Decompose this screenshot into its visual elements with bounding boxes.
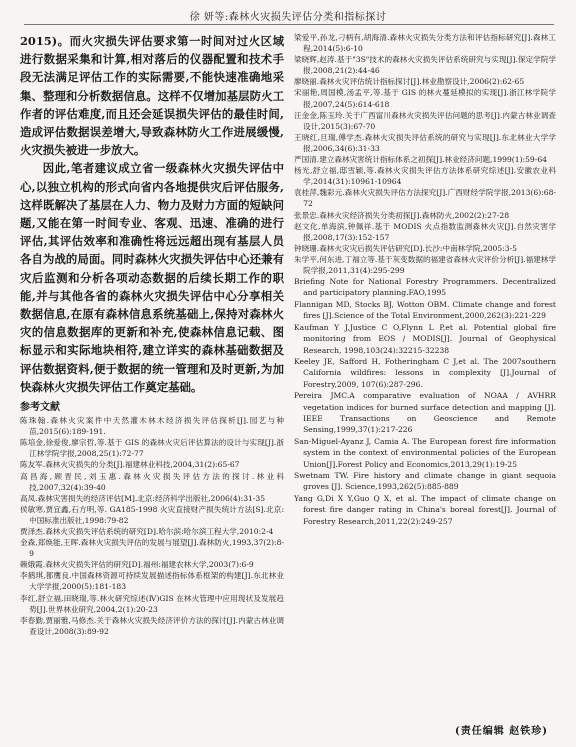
reference-item: 侯敏寒,贾宜鑫,石方明,等. GA185-1998 火灾直接财产损失统计方法[S].北京:中国标准出版社,1998:79-82 [20,504,284,525]
body-paragraph: 2015)。而火灾损失评估要求第一时间对过火区域进行数据采集和计算,相对落后的仪器配置和技术手段无法满足评估工作的实际需要,不能快速准确地采集、整理和分析数据信息。这样不仅增加基层防火工作者的评估难度,而且还会延误损失评估的最佳时间,造成评估数据误差增大,导致森林防火工作进展缓慢,火灾损失被进一步放大。 [20,34,284,158]
reference-item: 袁桂萍,魏彩元.森林火灾损失评估方法探究[J].广西财经学院学报,2013(6):68-72 [294,188,556,209]
reference-item: 陈珠翰.森林火灾案件中天然灌木林木经济损失评估探析[J].园艺与种苗,2015(6):189-191. [20,416,284,437]
reference-item: 金森,郑焕能,王晖.森林火灾损失评估的发展与展望[J].森林防火,1993,37(2):8-9 [20,538,284,559]
reference-item: 王晓红,旦瑞,傅学杰.森林火灾损失评估系统的研究与实现[J].东北林业大学学报,2006,34(6):31-33 [294,132,556,153]
reference-item-en: Swetnam TW. Fire history and climate change in giant sequoia groves [J]. Science,1993,262(5):885-889 [294,470,556,492]
reference-item-en: Pereira JMC.A comparative evaluation of NOAA / AVHRR vegetation indices for burned surface detection and mapping [J]. IEEE Transactions on Geoscience and Remote Sensing,1999,37(1):217-226 [294,391,556,435]
reference-item-en: Flannigan MD, Stocks BJ, Wotton OBM. Climate change and forest fires [J].Science of the Total Environment,2000,262(3):221-229 [294,299,556,321]
references-heading: 参考文献 [20,402,60,414]
reference-item: 朱学平,何东进,丁福立等.基于灰变数据的福建省森林火灾评价分析[J].福建林学院学报,2011,31(4):295-299 [294,254,556,275]
body-paragraph: 因此,笔者建议成立省一级森林火灾损失评估中心,以独立机构的形式向省内各地提供灾后评估服务,这样既解决了基层在人力、物力及财力方面的短缺问题,又能在第一时间专业、客观、迅速、准确的进行评估,其评估效率和准确性将远远超出现有基层人员各自为战的局面。同时森林火灾损失评估中心还兼有灾后监测和分析各项动态数据的后续长期工作的职能,并与其他各省的森林火灾损失评估中心分享相关数据信息,在原有森林信息系统基础上,保持对森林火灾的信息数据库的更新和补充,使森林信息记载、图标显示和实际地块相符,建立详实的森林基础数据及评估数据资料,便于数据的统一管理和及时更新,为加快森林火灾损失评估工作奠定基础。 [20,161,284,394]
reference-item: 严国清.建立森林灾害统计指标体系之初探[J].林业经济问题,1999(1):59-64 [294,155,547,165]
reference-item: 赖娥霞.森林火灾损失评估的研究[D].福州:福建农林大学,2003(7):6-9 [20,560,254,570]
reference-item-en: Keeley JE, Safford H, Fotheringham C J,et al. The 2007southern California wildfires: lessons in complexity [J].Journal of Forestry,2009, 107(6):287-296. [294,356,556,389]
reference-item: 高昌海,顾晋民,刘玉惠.森林火灾损失评估方法的探讨.林业科技,2007,32(4):39-40 [20,471,284,492]
reference-item: 赵文化,单海滨,钟佩祥.基于 MODIS 火点指数监测森林火灾[J].自然灾害学报,2008,17(3):152-157 [294,221,556,242]
reference-item: 高凤.森林灾害损失的经济评估[M].北京:经济科学出版社,2006(4):31-35 [20,493,266,503]
right-column [294,32,556,527]
reference-item: 贾泽杰.森林火灾损失评估系统的研究[D].哈尔滨:哈尔滨工程大学,2010:2-4 [20,527,274,536]
reference-item-en: San-Miguel-Ayanz J, Camia A. The European forest fire information system in the context of environmental policies of the European Union[J].Forest Policy and Economics,2013,29(1):19-25 [294,436,556,469]
editor-credit: (责任编辑 赵铁珍) [455,726,548,737]
reference-item: 陈友军.森林火灾损失的分类[J].福建林业科技,2004,31(2):65-67 [20,460,240,470]
reference-item: 汪金金,陈玉玲.关于广西富川森林火灾损失评估问题的思考[J].内蒙古林业调查设计,2015(3):67-70 [294,110,556,131]
reference-item-en: Kaufman Y J,Justice C O,Flynn L P,et al. Potential global fire monitoring from EOS / MODIS[J]. Journal of Geophysical Research, 1998,103(24):32215-32238 [294,322,556,355]
reference-item: 李红,舒立福,田晓瑞,等.林火研究综述(Ⅳ)GIS 在林火管理中应用现状及发展趋势[J].世界林业研究,2004,2(1):20-23 [20,593,284,614]
reference-item-en: Briefing Note for National Forestry Programmers. Decentralized and participatory planning.FAO,1995 [294,277,556,298]
reference-item: 李春勤,贾丽雅,马修杰.关于森林火灾损失经济评价方法的探讨[J].内蒙古林业调查设计,2008(3):89-92 [20,615,284,636]
header-rule [24,24,554,25]
running-header: 徐 妍等:森林火灾损失评估分类和指标探讨 [189,12,387,23]
reference-item: 钟晓珊.森林火灾灾后损失评估研究[D].长沙:中南林学院,2005:3-5 [294,243,517,253]
reference-item: 宋丽艳,周国模,汤孟平,等.基于 GIS 的林火蔓延模拟的实现[J].浙江林学院学报,2007,24(5):614-618 [294,88,556,109]
reference-item: 陈培金,徐爱俊,廖宗哲,等.基于 GIS 的森林火灾后评估算法的设计与实现[J].浙江林学院学报,2008,25(1):72-77 [20,438,284,459]
reference-item: 李鹤琪,都鹰良.中国森林资源可持续发展描述指标体系框架的构建[J].东北林业大学学报,2000(5):181-183 [20,571,284,592]
left-column [20,32,284,637]
reference-item: 廖晓丽.森林火灾评估统计指标探讨[J].林业勘察设计,2006(2):62-65 [294,77,525,87]
reference-item: 张景忠.森林火灾经济损失分类初探[J].森林防火,2002(2):27-28 [294,210,510,220]
reference-item: 梁爱平,孙龙,刁柄有,胡海清.森林火灾损失分类方法和评估指标研究[J].森林工程,2014(5):6-10 [294,33,556,54]
reference-item: 梁晓辉,赵涛.基于"3S"技术的森林火灾损失评估系统研究与实现[J].保定学院学报,2008,21(2):44-46 [294,55,556,76]
reference-item-en: Yang G,Di X Y,Guo Q X, et al. The impact of climate change on forest fire danger rating in China's boreal forest[J]. Journal of Forestry Research,2011,22(2):249-257 [294,493,556,526]
reference-item: 杨光,舒立福,邸雪颖,等.森林火灾损失评估方法体系研究综述[J].安徽农业科学,2014(31):10961-10964 [294,166,556,187]
